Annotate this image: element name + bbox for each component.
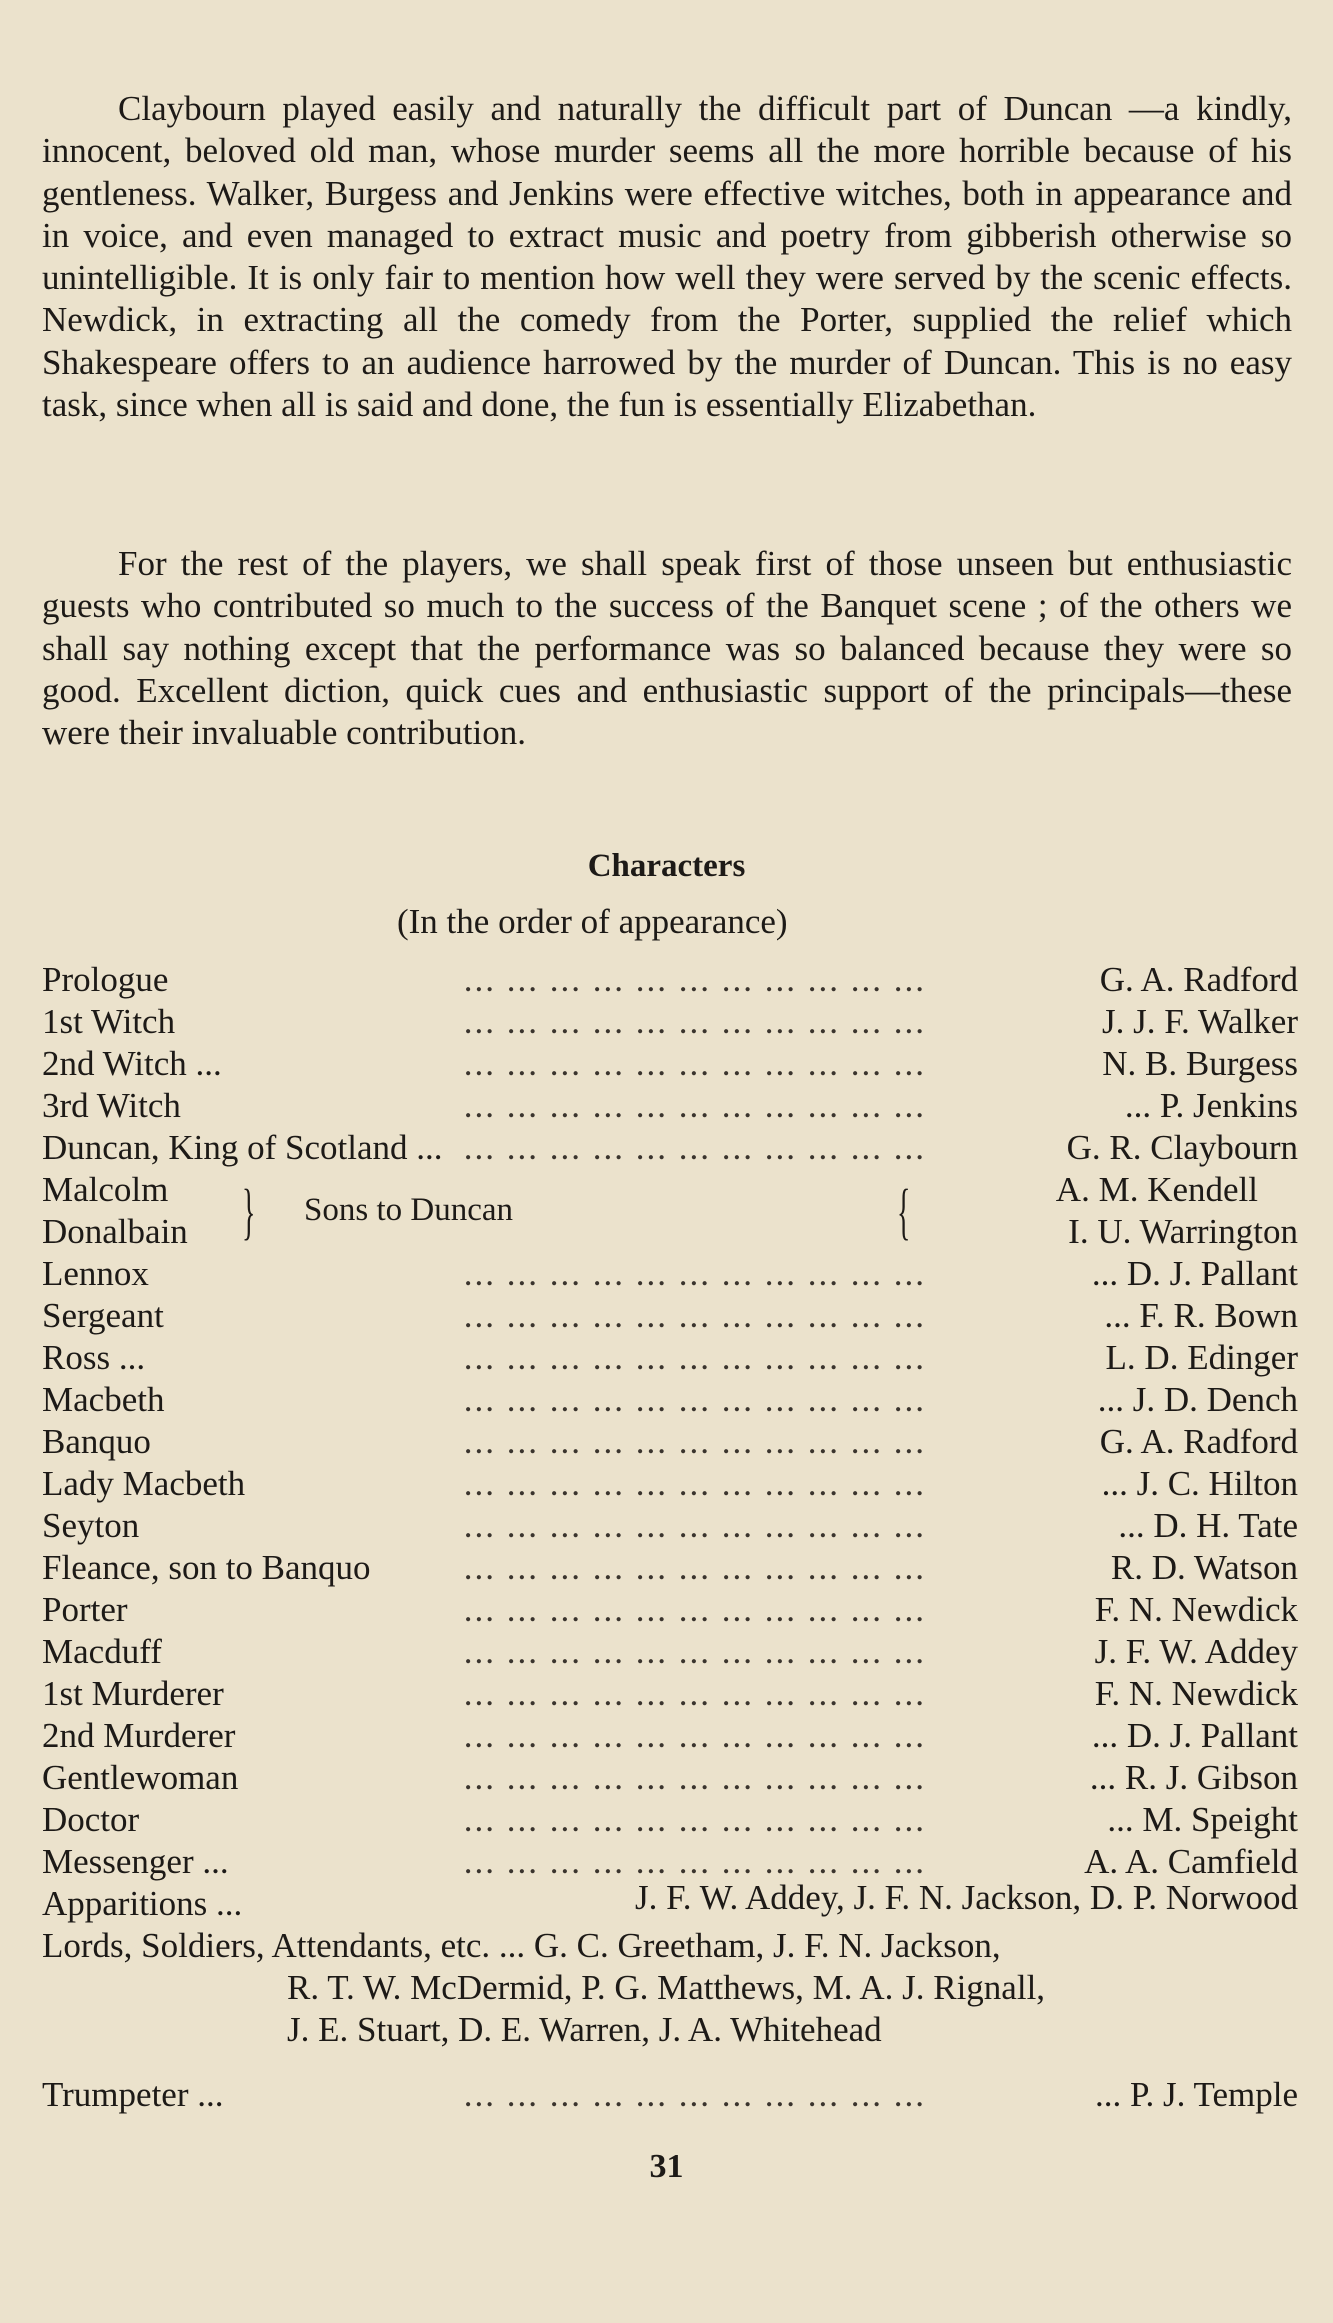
lords-line: R. T. W. McDermid, P. G. Matthews, M. A. J. Rignall,: [287, 1968, 1046, 2007]
dot-leader: ... ... ... ... ... ... ... ... ... ... ...: [463, 1254, 926, 1293]
dot-leader: ... ... ... ... ... ... ... ... ... ... ...: [463, 2075, 926, 2114]
actor-name: ... J. D. Dench: [1097, 1380, 1298, 1419]
characters-heading: Characters: [587, 848, 746, 884]
dot-leader: ... ... ... ... ... ... ... ... ... ... ...: [463, 1086, 926, 1125]
role-name: Banquo: [42, 1422, 157, 1461]
actor-name: J. J. F. Walker: [1102, 1002, 1298, 1041]
left-brace: }: [242, 1178, 256, 1246]
actor-name: A. M. Kendell: [1055, 1170, 1258, 1209]
role-name: Doctor: [42, 1800, 145, 1839]
actor-name: L. D. Edinger: [1105, 1338, 1298, 1377]
actor-name: G. A. Radford: [1099, 1422, 1298, 1461]
actor-name: ... R. J. Gibson: [1089, 1758, 1298, 1797]
cast-row: [42, 960, 1298, 1002]
cast-row: [42, 1254, 1298, 1296]
role-name: Fleance, son to Banquo: [42, 1548, 377, 1587]
role-name: Gentlewoman: [42, 1758, 244, 1797]
dot-leader: ... ... ... ... ... ... ... ... ... ... ...: [463, 1548, 926, 1587]
role-name: 2nd Murderer: [42, 1716, 241, 1755]
dot-leader: ... ... ... ... ... ... ... ... ... ... ...: [463, 1800, 926, 1839]
role-name: Apparitions ...: [42, 1884, 243, 1923]
role-name: Lady Macbeth: [42, 1464, 251, 1503]
actor-name: G. A. Radford: [1099, 960, 1298, 999]
role-name: 2nd Witch ...: [42, 1044, 228, 1083]
cast-row: [42, 1632, 1298, 1674]
role-name: Ross ...: [42, 1338, 151, 1377]
right-brace: {: [897, 1178, 911, 1246]
role-name: Prologue: [42, 960, 174, 999]
dot-leader: ... ... ... ... ... ... ... ... ... ... ...: [463, 1002, 926, 1041]
cast-row: [42, 1758, 1298, 1800]
actor-name: R. D. Watson: [1110, 1548, 1298, 1587]
role-name: Messenger ...: [42, 1842, 235, 1881]
role-name: Porter: [42, 1590, 134, 1629]
cast-row: [42, 1674, 1298, 1716]
review-paragraph-2: For the rest of the players, we shall speak first of those unseen but enthusiastic guests who contributed so much to the success of the Banquet scene ; of the others we shall say nothing except that the performance was so balanced because they were so good. Excellent diction, quick cues and enthusiastic support of the principals—these were their invaluable contribution.: [42, 544, 1292, 753]
actor-name: ... J. C. Hilton: [1101, 1464, 1298, 1503]
cast-row: [42, 1800, 1298, 1842]
cast-row: [42, 1422, 1298, 1464]
dot-leader: ... ... ... ... ... ... ... ... ... ... ...: [463, 1380, 926, 1419]
dot-leader: ... ... ... ... ... ... ... ... ... ... ...: [463, 1716, 926, 1755]
role-name: Macbeth: [42, 1380, 170, 1419]
role-name: 3rd Witch: [42, 1086, 187, 1125]
dot-leader: ... ... ... ... ... ... ... ... ... ... ...: [463, 1674, 926, 1713]
actor-name: N. B. Burgess: [1102, 1044, 1298, 1083]
dot-leader: ... ... ... ... ... ... ... ... ... ... ...: [463, 1506, 926, 1545]
lords-line: J. E. Stuart, D. E. Warren, J. A. Whitehead: [287, 2010, 882, 2049]
actor-name: A. A. Camfield: [1084, 1842, 1298, 1881]
actor-name: F. N. Newdick: [1094, 1590, 1298, 1629]
dot-leader: ... ... ... ... ... ... ... ... ... ... ...: [463, 1464, 926, 1503]
cast-row: [42, 1338, 1298, 1380]
dot-leader: ... ... ... ... ... ... ... ... ... ... ...: [463, 1632, 926, 1671]
cast-row: [42, 1464, 1298, 1506]
dot-leader: ... ... ... ... ... ... ... ... ... ... ...: [463, 1842, 926, 1881]
dot-leader: ... ... ... ... ... ... ... ... ... ... ...: [463, 1758, 926, 1797]
role-name: Lennox: [42, 1254, 155, 1293]
actor-name: ... D. J. Pallant: [1091, 1716, 1298, 1755]
cast-row: [42, 1086, 1298, 1128]
actor-name: ... D. H. Tate: [1118, 1506, 1298, 1545]
review-paragraph-1: Claybourn played easily and naturally the difficult part of Duncan —a kindly, innocent, beloved old man, whose murder seems all the more horrible because of his gentleness. Walker, Burgess and Jenkins were effective witches, both in appearance and in voice, and even managed to extract music and poetry from gibberish otherwise so unintelligible. It is only fair to mention how well they were served by the scenic effects. Newdick, in extracting all the comedy from the Porter, supplied the relief which Shakespeare offers to an audience harrowed by the murder of Duncan. This is no easy task, since when all is said and done, the fun is essentially Elizabethan.: [42, 89, 1292, 425]
role-name: 1st Murderer: [42, 1674, 230, 1713]
dot-leader: ... ... ... ... ... ... ... ... ... ... ...: [463, 1296, 926, 1335]
actor-name: ... P. Jenkins: [1124, 1086, 1298, 1125]
actor-name: ... P. J. Temple: [1094, 2075, 1298, 2114]
cast-row: [42, 1128, 1298, 1170]
dot-leader: ... ... ... ... ... ... ... ... ... ... ...: [463, 1422, 926, 1461]
lords-line: Lords, Soldiers, Attendants, etc. ... G. C. Greetham, J. F. N. Jackson,: [42, 1926, 1001, 1965]
actor-name: ... F. R. Bown: [1104, 1296, 1298, 1335]
role-name: Seyton: [42, 1506, 145, 1545]
dot-leader: ... ... ... ... ... ... ... ... ... ... ...: [463, 1590, 926, 1629]
role-name: 1st Witch: [42, 1002, 181, 1041]
dot-leader: ... ... ... ... ... ... ... ... ... ... ...: [463, 1338, 926, 1377]
role-name: Duncan, King of Scotland ...: [42, 1128, 448, 1167]
cast-row: [42, 1002, 1298, 1044]
cast-row: [42, 1296, 1298, 1338]
role-name: Sergeant: [42, 1296, 170, 1335]
page-number: 31: [649, 2148, 684, 2185]
sons-to-duncan-group: [42, 1170, 1298, 1254]
sons-note: Sons to Duncan: [304, 1192, 513, 1228]
order-subheading: (In the order of appearance): [397, 902, 788, 941]
cast-row: [42, 1548, 1298, 1590]
cast-row: [42, 1506, 1298, 1548]
role-name: Donalbain: [42, 1212, 188, 1251]
actor-name: J. F. W. Addey, J. F. N. Jackson, D. P. Norwood: [634, 1878, 1298, 1917]
actor-name: ... D. J. Pallant: [1091, 1254, 1298, 1293]
cast-row: [42, 1716, 1298, 1758]
actor-name: G. R. Claybourn: [1066, 1128, 1298, 1167]
cast-row: [42, 1590, 1298, 1632]
dot-leader: ... ... ... ... ... ... ... ... ... ... ...: [463, 1128, 926, 1167]
actor-name: ... M. Speight: [1107, 1800, 1298, 1839]
cast-row: [42, 2075, 1298, 2117]
actor-name: I. U. Warrington: [1068, 1212, 1298, 1251]
actor-name: F. N. Newdick: [1094, 1674, 1298, 1713]
cast-row: [42, 1380, 1298, 1422]
dot-leader: ... ... ... ... ... ... ... ... ... ... ...: [463, 1044, 926, 1083]
actor-name: J. F. W. Addey: [1094, 1632, 1298, 1671]
role-name: Trumpeter ...: [42, 2075, 229, 2114]
cast-row: [42, 1044, 1298, 1086]
dot-leader: ... ... ... ... ... ... ... ... ... ... ...: [463, 960, 926, 999]
role-name: Macduff: [42, 1632, 168, 1671]
role-name: Malcolm: [42, 1170, 169, 1209]
